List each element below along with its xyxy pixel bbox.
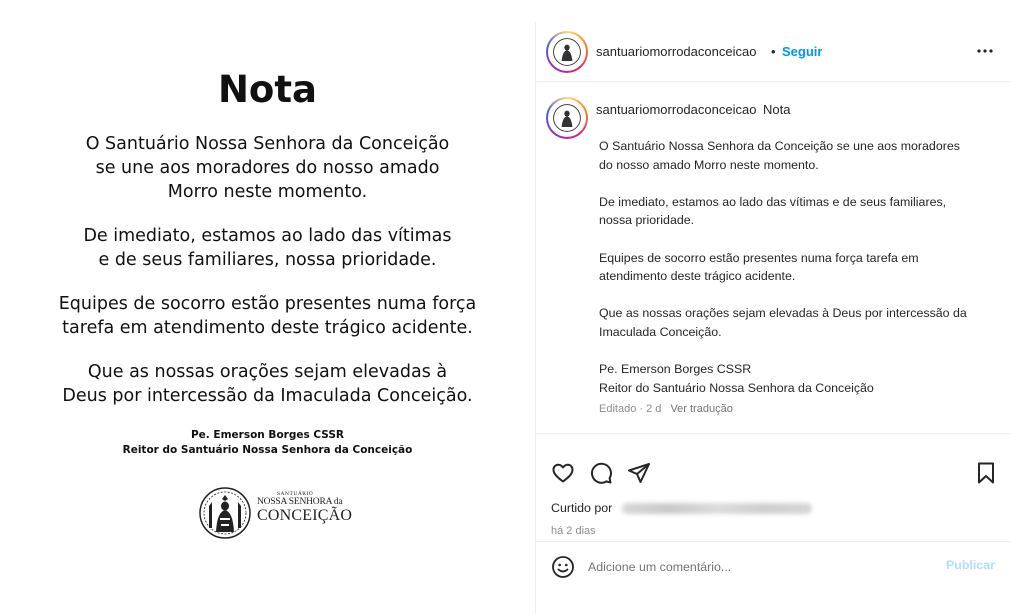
liked-by-prefix: Curtido por — [551, 501, 613, 515]
post-header — [536, 22, 1010, 82]
note-paragraph: De imediato, estamos ao lado das vítimas e de seus familiares, nossa prioridade. — [83, 226, 452, 270]
caption-paragraph: O Santuário Nossa Senhora da Conceição se une aos moradores do nosso amado Morro neste momento. — [599, 139, 960, 172]
caption-paragraph: Equipes de socorro estão presentes numa força tarefa em atendimento deste trágico acidente. — [599, 250, 919, 284]
edited-timestamp: Editado · 2 d — [599, 403, 662, 415]
note-body — [0, 132, 535, 428]
avatar-image — [548, 99, 586, 137]
follow-button[interactable]: Seguir — [782, 44, 823, 59]
note-paragraph: Que as nossas orações sejam elevadas à Deus por intercessão da Imaculada Conceição. — [62, 362, 473, 406]
note-paragraph: O Santuário Nossa Senhora da Conceição se une aos moradores do nosso amado Morro neste momento. — [85, 134, 450, 202]
profile-avatar[interactable] — [546, 31, 588, 73]
sanctuary-emblem-icon — [197, 486, 253, 540]
header-username[interactable]: santuariomorrodaconceicao — [596, 44, 757, 59]
caption-avatar[interactable] — [546, 97, 588, 139]
avatar-image — [548, 33, 586, 71]
separator-dot: • — [771, 44, 776, 59]
post-actions — [536, 433, 1010, 558]
logo-wordmark — [257, 491, 353, 525]
caption-username[interactable]: santuariomorrodaconceicao — [596, 102, 757, 117]
sanctuary-logo — [197, 486, 353, 540]
post-time: há 2 dias — [551, 525, 596, 537]
comment-icon[interactable] — [589, 461, 613, 485]
note-title: Nota — [217, 68, 318, 111]
comment-bar — [536, 541, 1010, 591]
logo-text-mid: NOSSA SENHORA da — [257, 497, 343, 507]
heart-icon[interactable] — [551, 461, 575, 485]
share-icon[interactable] — [627, 461, 651, 485]
see-translation-link[interactable]: Ver tradução — [670, 403, 733, 415]
logo-text-small: SANTUÁRIO — [277, 491, 314, 497]
note-paragraph: Equipes de socorro estão presentes numa força tarefa em atendimento deste trágico acidente. — [58, 294, 477, 338]
smiley-icon[interactable] — [551, 555, 575, 579]
liked-by-text — [551, 501, 812, 515]
sanctuary-emblem-icon — [550, 101, 584, 135]
more-horizontal-icon[interactable] — [976, 44, 994, 58]
comment-input[interactable] — [588, 556, 918, 578]
caption-paragraph: Que as nossas orações sejam elevadas à Deus por intercessão da Imaculada Conceição. — [599, 306, 967, 339]
blurred-usernames — [622, 503, 812, 514]
caption-paragraph: Pe. Emerson Borges CSSR Reitor do Santuário Nossa Senhora da Conceição — [599, 362, 874, 395]
caption-first-line: Nota — [763, 102, 791, 117]
instagram-post-panel — [535, 22, 1009, 614]
note-signature — [0, 428, 535, 458]
caption-text — [599, 137, 999, 416]
caption-meta — [599, 403, 739, 415]
caption-paragraph: De imediato, estamos ao lado das vítimas e de seus familiares, nossa prioridade. — [599, 194, 947, 228]
publish-button[interactable]: Publicar — [946, 558, 995, 572]
sanctuary-emblem-icon — [550, 35, 584, 69]
signature-role: Reitor do Santuário Nossa Senhora da Conceição — [122, 444, 413, 456]
bookmark-icon[interactable] — [974, 461, 998, 485]
logo-text-big: CONCEIÇÃO — [257, 507, 353, 524]
signature-name: Pe. Emerson Borges CSSR — [190, 429, 345, 441]
